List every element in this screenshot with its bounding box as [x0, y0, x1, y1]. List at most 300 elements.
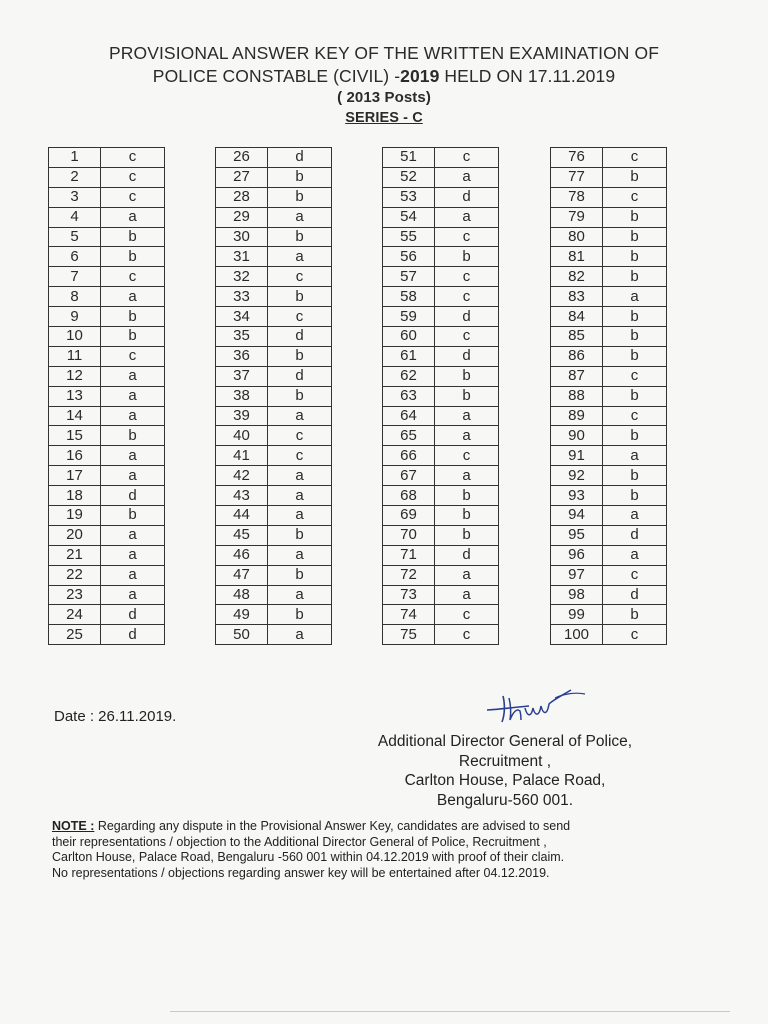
question-number: 21: [49, 545, 101, 565]
table-row: [49, 545, 165, 565]
answer-option: b: [603, 466, 667, 486]
question-number: 51: [383, 148, 435, 168]
table-row: [49, 227, 165, 247]
table-row: [551, 565, 667, 585]
question-number: 91: [551, 446, 603, 466]
question-number: 93: [551, 486, 603, 506]
table-row: [216, 346, 332, 366]
question-number: 23: [49, 585, 101, 605]
answer-option: c: [603, 366, 667, 386]
question-number: 26: [216, 148, 268, 168]
answer-option: d: [603, 525, 667, 545]
answer-option: a: [101, 565, 165, 585]
series-label: SERIES - C: [345, 110, 423, 126]
answer-option: a: [435, 207, 499, 227]
table-row: [49, 148, 165, 168]
question-number: 12: [49, 366, 101, 386]
question-number: 76: [551, 148, 603, 168]
table-row: [216, 307, 332, 327]
question-number: 56: [383, 247, 435, 267]
table-row: [216, 167, 332, 187]
table-row: [216, 207, 332, 227]
question-number: 3: [49, 187, 101, 207]
question-number: 37: [216, 366, 268, 386]
question-number: 95: [551, 525, 603, 545]
answer-option: a: [603, 287, 667, 307]
header-line-2-post: HELD ON 17.11.2019: [439, 66, 616, 86]
question-number: 52: [383, 167, 435, 187]
table-row: [49, 307, 165, 327]
table-row: [383, 327, 499, 347]
answer-option: a: [268, 486, 332, 506]
header-year: 2019: [400, 66, 440, 86]
table-row: [216, 506, 332, 526]
answer-option: c: [435, 327, 499, 347]
answer-option: a: [435, 167, 499, 187]
answer-option: a: [268, 207, 332, 227]
question-number: 69: [383, 506, 435, 526]
answer-option: c: [101, 167, 165, 187]
answer-table-2: [215, 147, 332, 645]
answer-option: b: [435, 525, 499, 545]
table-row: [49, 247, 165, 267]
table-row: [49, 327, 165, 347]
answer-option: b: [603, 346, 667, 366]
question-number: 99: [551, 605, 603, 625]
answer-option: d: [268, 148, 332, 168]
table-row: [551, 426, 667, 446]
question-number: 62: [383, 366, 435, 386]
note-block: [52, 819, 712, 881]
table-row: [551, 386, 667, 406]
question-number: 17: [49, 466, 101, 486]
question-number: 55: [383, 227, 435, 247]
question-number: 59: [383, 307, 435, 327]
answer-option: c: [435, 605, 499, 625]
table-row: [49, 386, 165, 406]
table-row: [551, 227, 667, 247]
question-number: 22: [49, 565, 101, 585]
table-row: [551, 247, 667, 267]
table-row: [383, 346, 499, 366]
table-row: [216, 187, 332, 207]
posts-count: ( 2013 Posts): [337, 89, 431, 106]
answer-option: a: [268, 506, 332, 526]
answer-option: a: [101, 466, 165, 486]
table-row: [383, 207, 499, 227]
answer-option: b: [603, 605, 667, 625]
question-number: 31: [216, 247, 268, 267]
question-number: 72: [383, 565, 435, 585]
table-row: [216, 267, 332, 287]
question-number: 58: [383, 287, 435, 307]
question-number: 28: [216, 187, 268, 207]
table-row: [383, 426, 499, 446]
question-number: 2: [49, 167, 101, 187]
answer-option: d: [101, 625, 165, 645]
question-number: 97: [551, 565, 603, 585]
note-text: Carlton House, Palace Road, Bengaluru -560 001 within 04.12.2019 with proof of their claim.: [52, 850, 565, 864]
question-number: 32: [216, 267, 268, 287]
note-text: Regarding any dispute in the Provisional Answer Key, candidates are advised to send: [94, 819, 571, 833]
table-row: [551, 167, 667, 187]
table-row: [383, 366, 499, 386]
answer-option: b: [603, 386, 667, 406]
answer-option: c: [603, 406, 667, 426]
answer-option: a: [101, 207, 165, 227]
question-number: 73: [383, 585, 435, 605]
table-row: [216, 227, 332, 247]
address-line: Recruitment ,: [458, 752, 552, 770]
question-number: 70: [383, 525, 435, 545]
table-row: [216, 466, 332, 486]
answer-option: d: [603, 585, 667, 605]
question-number: 75: [383, 625, 435, 645]
question-number: 15: [49, 426, 101, 446]
answer-table-3: [382, 147, 499, 645]
table-row: [551, 506, 667, 526]
question-number: 47: [216, 565, 268, 585]
answer-option: a: [603, 506, 667, 526]
table-row: [551, 525, 667, 545]
question-number: 64: [383, 406, 435, 426]
question-number: 5: [49, 227, 101, 247]
question-number: 39: [216, 406, 268, 426]
question-number: 74: [383, 605, 435, 625]
question-number: 14: [49, 406, 101, 426]
table-row: [551, 625, 667, 645]
answer-option: b: [268, 227, 332, 247]
table-row: [49, 366, 165, 386]
answer-option: b: [603, 267, 667, 287]
table-row: [551, 187, 667, 207]
table-row: [551, 466, 667, 486]
table-row: [216, 148, 332, 168]
question-number: 49: [216, 605, 268, 625]
table-row: [383, 187, 499, 207]
answer-option: d: [435, 187, 499, 207]
answer-option: c: [101, 187, 165, 207]
answer-option: b: [268, 565, 332, 585]
answer-option: d: [268, 366, 332, 386]
note-line-1: [52, 819, 712, 835]
table-row: [49, 605, 165, 625]
answer-option: c: [603, 148, 667, 168]
answer-option: a: [101, 545, 165, 565]
question-number: 11: [49, 346, 101, 366]
document-header: [0, 42, 744, 128]
question-number: 90: [551, 426, 603, 446]
answer-option: b: [268, 525, 332, 545]
table-row: [49, 446, 165, 466]
table-row: [551, 327, 667, 347]
answer-option: d: [435, 346, 499, 366]
note-label: NOTE :: [52, 819, 95, 833]
answer-option: a: [435, 426, 499, 446]
table-row: [49, 207, 165, 227]
question-number: 66: [383, 446, 435, 466]
table-row: [49, 267, 165, 287]
question-number: 86: [551, 346, 603, 366]
table-row: [383, 148, 499, 168]
question-number: 24: [49, 605, 101, 625]
answer-option: c: [268, 426, 332, 446]
table-row: [383, 307, 499, 327]
table-row: [49, 466, 165, 486]
question-number: 82: [551, 267, 603, 287]
table-row: [383, 466, 499, 486]
answer-option: d: [268, 327, 332, 347]
question-number: 36: [216, 346, 268, 366]
table-row: [49, 426, 165, 446]
answer-option: a: [268, 625, 332, 645]
question-number: 8: [49, 287, 101, 307]
question-number: 79: [551, 207, 603, 227]
question-number: 81: [551, 247, 603, 267]
question-number: 77: [551, 167, 603, 187]
table-row: [216, 525, 332, 545]
table-row: [216, 565, 332, 585]
table-row: [216, 625, 332, 645]
answer-option: b: [603, 207, 667, 227]
table-row: [551, 605, 667, 625]
question-number: 19: [49, 506, 101, 526]
question-number: 20: [49, 525, 101, 545]
answer-option: b: [435, 486, 499, 506]
table-row: [383, 565, 499, 585]
answer-table-4: [550, 147, 667, 645]
table-row: [383, 545, 499, 565]
table-row: [383, 525, 499, 545]
question-number: 98: [551, 585, 603, 605]
answer-option: c: [101, 346, 165, 366]
answer-option: b: [603, 307, 667, 327]
answer-option: c: [435, 267, 499, 287]
signatory-address: [340, 732, 670, 810]
table-row: [551, 486, 667, 506]
answer-option: b: [101, 426, 165, 446]
answer-option: a: [603, 446, 667, 466]
table-row: [216, 406, 332, 426]
answer-table-1: [48, 147, 165, 645]
table-row: [49, 625, 165, 645]
table-row: [49, 506, 165, 526]
answer-option: b: [603, 327, 667, 347]
question-number: 60: [383, 327, 435, 347]
table-row: [551, 366, 667, 386]
question-number: 85: [551, 327, 603, 347]
answer-option: d: [435, 307, 499, 327]
table-row: [551, 267, 667, 287]
question-number: 78: [551, 187, 603, 207]
question-number: 48: [216, 585, 268, 605]
table-row: [383, 506, 499, 526]
answer-option: c: [603, 625, 667, 645]
table-row: [383, 287, 499, 307]
question-number: 92: [551, 466, 603, 486]
question-number: 9: [49, 307, 101, 327]
table-row: [216, 486, 332, 506]
answer-option: c: [268, 446, 332, 466]
table-row: [551, 148, 667, 168]
issue-date: Date : 26.11.2019.: [54, 708, 177, 725]
answer-option: a: [101, 366, 165, 386]
question-number: 30: [216, 227, 268, 247]
table-row: [383, 585, 499, 605]
answer-option: c: [435, 446, 499, 466]
answer-option: a: [101, 406, 165, 426]
answer-option: a: [268, 406, 332, 426]
table-row: [383, 386, 499, 406]
answer-option: b: [435, 247, 499, 267]
table-row: [49, 585, 165, 605]
answer-option: a: [435, 406, 499, 426]
question-number: 68: [383, 486, 435, 506]
question-number: 40: [216, 426, 268, 446]
answer-option: b: [101, 247, 165, 267]
note-text: No representations / objections regarding answer key will be entertained after 04.12.2019.: [52, 865, 550, 880]
table-row: [216, 247, 332, 267]
question-number: 71: [383, 545, 435, 565]
answer-option: d: [101, 605, 165, 625]
table-row: [551, 585, 667, 605]
answer-option: c: [435, 227, 499, 247]
question-number: 53: [383, 187, 435, 207]
question-number: 29: [216, 207, 268, 227]
table-row: [216, 446, 332, 466]
answer-option: b: [268, 287, 332, 307]
table-row: [383, 267, 499, 287]
question-number: 88: [551, 386, 603, 406]
answer-option: b: [603, 227, 667, 247]
table-row: [551, 346, 667, 366]
note-text: their representations / objection to the Additional Director General of Police, Recruitment ,: [52, 834, 547, 849]
question-number: 25: [49, 625, 101, 645]
answer-option: a: [435, 585, 499, 605]
table-row: [49, 406, 165, 426]
table-row: [49, 486, 165, 506]
header-line-2: [24, 65, 744, 88]
table-row: [551, 307, 667, 327]
question-number: 10: [49, 327, 101, 347]
answer-option: b: [603, 486, 667, 506]
table-row: [551, 287, 667, 307]
question-number: 43: [216, 486, 268, 506]
question-number: 63: [383, 386, 435, 406]
question-number: 87: [551, 366, 603, 386]
answer-option: a: [101, 585, 165, 605]
question-number: 42: [216, 466, 268, 486]
answer-option: b: [268, 386, 332, 406]
answer-option: b: [435, 506, 499, 526]
answer-option: b: [268, 167, 332, 187]
question-number: 80: [551, 227, 603, 247]
address-line: Carlton House, Palace Road,: [404, 772, 606, 789]
question-number: 100: [551, 625, 603, 645]
table-row: [216, 327, 332, 347]
answer-option: a: [268, 247, 332, 267]
page-edge-line: [170, 1011, 730, 1012]
question-number: 27: [216, 167, 268, 187]
answer-option: b: [435, 366, 499, 386]
answer-option: c: [101, 267, 165, 287]
answer-option: b: [603, 167, 667, 187]
question-number: 41: [216, 446, 268, 466]
question-number: 38: [216, 386, 268, 406]
table-row: [383, 227, 499, 247]
table-row: [49, 187, 165, 207]
answer-option: c: [603, 187, 667, 207]
question-number: 46: [216, 545, 268, 565]
table-row: [49, 525, 165, 545]
signature-icon: [483, 684, 593, 728]
table-row: [216, 287, 332, 307]
answer-option: b: [101, 227, 165, 247]
table-row: [551, 446, 667, 466]
question-number: 83: [551, 287, 603, 307]
question-number: 96: [551, 545, 603, 565]
answer-option: c: [435, 625, 499, 645]
table-row: [383, 167, 499, 187]
table-row: [216, 545, 332, 565]
answer-option: b: [101, 307, 165, 327]
answer-option: a: [603, 545, 667, 565]
header-line-1: PROVISIONAL ANSWER KEY OF THE WRITTEN EXAMINATION OF: [108, 43, 660, 63]
question-number: 45: [216, 525, 268, 545]
question-number: 33: [216, 287, 268, 307]
table-row: [383, 486, 499, 506]
question-number: 35: [216, 327, 268, 347]
answer-option: c: [101, 148, 165, 168]
address-line: Additional Director General of Police,: [377, 733, 633, 750]
answer-option: a: [101, 287, 165, 307]
table-row: [383, 406, 499, 426]
table-row: [216, 366, 332, 386]
question-number: 34: [216, 307, 268, 327]
question-number: 44: [216, 506, 268, 526]
question-number: 6: [49, 247, 101, 267]
table-row: [551, 207, 667, 227]
table-row: [383, 247, 499, 267]
answer-option: a: [268, 585, 332, 605]
table-row: [216, 386, 332, 406]
table-row: [49, 167, 165, 187]
question-number: 7: [49, 267, 101, 287]
answer-option: b: [101, 327, 165, 347]
table-row: [216, 426, 332, 446]
answer-option: b: [268, 605, 332, 625]
table-row: [49, 565, 165, 585]
table-row: [49, 346, 165, 366]
table-row: [383, 605, 499, 625]
answer-option: b: [268, 346, 332, 366]
answer-option: a: [435, 565, 499, 585]
question-number: 61: [383, 346, 435, 366]
table-row: [383, 446, 499, 466]
answer-option: a: [268, 466, 332, 486]
answer-option: a: [101, 386, 165, 406]
table-row: [551, 545, 667, 565]
question-number: 54: [383, 207, 435, 227]
table-row: [49, 287, 165, 307]
address-line: Bengaluru-560 001.: [436, 791, 574, 809]
question-number: 13: [49, 386, 101, 406]
answer-option: a: [435, 466, 499, 486]
question-number: 57: [383, 267, 435, 287]
answer-option: d: [101, 486, 165, 506]
question-number: 50: [216, 625, 268, 645]
answer-option: c: [435, 287, 499, 307]
